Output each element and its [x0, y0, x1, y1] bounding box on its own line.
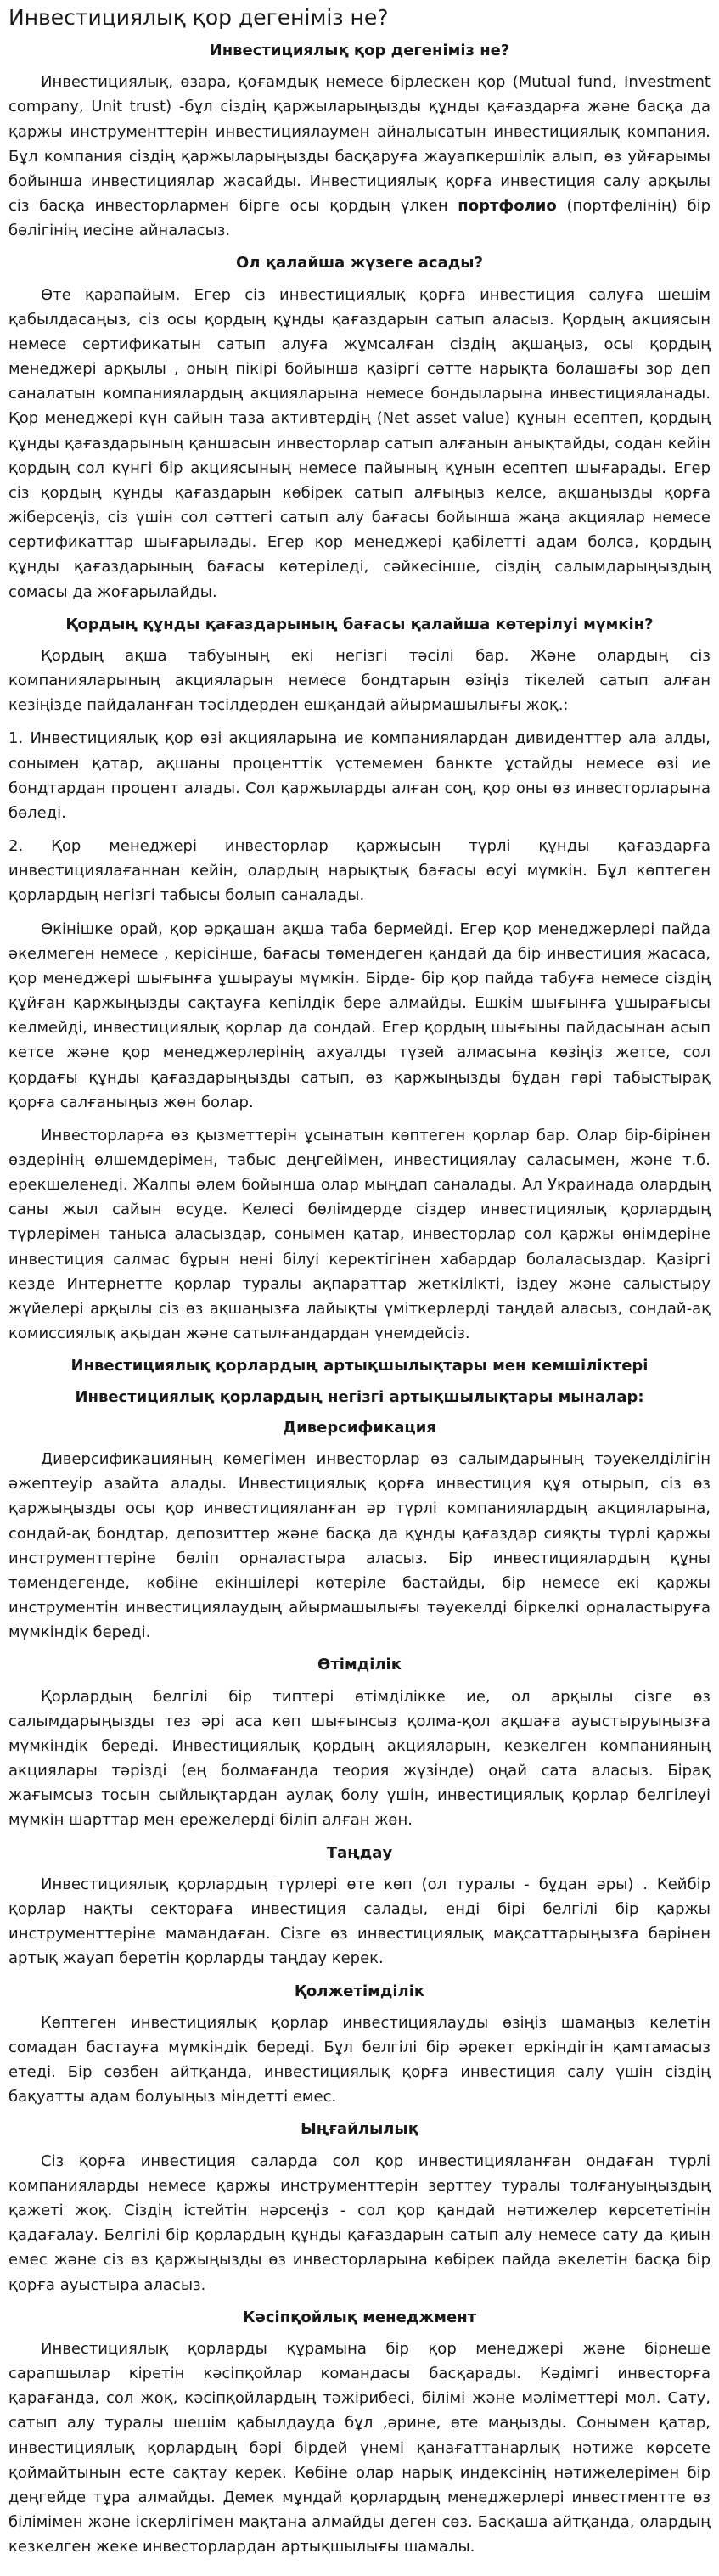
section-convenience — [8, 2119, 711, 2297]
section-choice — [8, 1843, 711, 1971]
paragraph: Инвестициялық, өзара, қоғамдық немесе бірлескен қор (Mutual fund, Investment company, Unit trust) -бұл сіздің қаржыларыңызды құнды қағаздарға және басқа да қаржы инструменттерін инвестициялаумен айналысатын инвестициялық компания. Бұл компания сіздің қаржыларыңызды басқаруға жауапкершілік алып, өз уйғарымы бойынша инвестициялар жасайды. Инвестициялық қорға инвестиция салу арқылы сіз басқа инвесторлармен бірге осы қордың үлкен портфолио (портфелінің) бір бөлігінің иесіне айналасыз. — [8, 73, 711, 240]
bold-term: портфолио — [458, 197, 557, 216]
section-what-is-fund — [8, 41, 711, 243]
section-accessibility — [8, 1982, 711, 2110]
paragraph: Көптеген инвестициялық қорлар инвестициялауды өзіңіз шамаңыз келетін сомадан бастауға мүмкіндік береді. Бұл белгілі бір әрекет еркіндігін қамтамасыз етеді. Бір сөзбен айтқанда, инвестициялық қорға инвестиция салу үшін сіздің бақуатты адам болуыңыз міндетті емес. — [8, 2013, 711, 2106]
paragraph: Қорлардың белгілі бір типтері өтімділікке ие, ол арқылы сізге өз салымдарыңызды тез әрі аса көп шығынсыз қолма-қол ақшаға ауыстыруыңызға мүмкіндік береді. Инвестициялық қордың акцияларын, кезкелген компанияның акциялары тәрізді (ең болмағанда теория жүзінде) оңай сата аласыз. Бірақ жағымсыз тосын сыйлықтардан аулақ болу үшін, инвестициялық қорлар белгілеуі мүмкін шарттар мен ережелерді біліп алған жөн. — [8, 1687, 711, 1830]
section-heading: Қордың құнды қағаздарының бағасы қалайша көтерілуі мүмкін? — [65, 615, 654, 633]
section-heading: Таңдау — [326, 1843, 393, 1862]
section-heading: Инвестициялық қорлардың артықшылықтары мен кемшіліктері — [70, 1357, 649, 1375]
section-price-growth — [8, 615, 711, 1347]
section-main-advantages — [8, 1387, 711, 1408]
section-how-it-works — [8, 253, 711, 604]
paragraph: Инвесторларға өз қызметтерін ұсынатын көптеген қорлар бар. Олар бір-бірінен өздерінің өлшемдерімен, табыс деңгейімен, инвестициялау саласымен, және т.б. ерекшеленеді. Жалпы әлем бойынша олар мыңдап саналады. Ал Украинада олардың саны жыл сайын өсуде. Келесі бөлімдерде сіздер инвестициялық қорлардың түрлерімен таныса аласыздар, сонымен қатар, инвесторлар сол қаржы өнімдеріне инвестиция салмас бұрын нені білуі керектігінен хабардар болаласыздар. Қазіргі кезде Интернетте қорлар туралы ақпараттар жеткілікті, іздеу және салыстыру жүйелері арқылы сіз өз ақшаңызға лайықты үміткерлерді таңдай аласыз, сондай-ақ комиссиялық ақыдан және сатылғандардан үнемдейсіз. — [8, 1126, 711, 1343]
paragraph: Диверсификацияның көмегімен инвесторлар өз салымдарының тәуекелділігін әжептеуір азайта алады. Инвестициялық қорға инвестиция құя отырып, сіз өз қаржыңызды осы қор инвестицияланған әр түрлі компаниялардың акцияларына, сондай-ақ бондтар, депозиттер және басқа да құнды қағаздар сияқты түрлі қаржы инструменттеріне бөліп орналастыра аласыз. Бір инвестициялардың құны төмендегенде, көбіне екіншілері көтеріле бастайды, бір немесе екі қаржы инструментін инвестициялаудың айырмашылығы тәуекелді біркелкі орналастыруға мүмкіндік береді. — [8, 1450, 711, 1642]
section-heading: Қолжетімділік — [294, 1982, 425, 2000]
section-professional-management — [8, 2308, 711, 2560]
section-heading: Кәсіпқойлық менеджмент — [242, 2308, 477, 2326]
section-heading: Ол қалайша жүзеге асады? — [236, 254, 483, 273]
section-heading: Инвестициялық қорлардың негізгі артықшылықтары мыналар: — [75, 1387, 644, 1406]
list-item: 2. Қор менеджері инвесторлар қаржысын түрлі құнды қағаздарға инвестициялағаннан кейін, олардың нарықтық бағасы өсуі мүмкін. Бұл көптеген қорлардың негізгі табысы болып саналады. — [8, 837, 711, 905]
section-heading: Ыңғайлылық — [301, 2120, 418, 2139]
section-heading: Өтімділік — [317, 1656, 402, 1674]
section-heading: Инвестициялық қор дегеніміз не? — [209, 42, 510, 59]
section-diversification — [8, 1418, 711, 1645]
paragraph: Қордың ақша табуының екі негізгі тәсілі бар. Және олардың сіз компанияларының акцияларын немесе бондтарын өзіңіз тікелей сатып алған кезіңізде пайдаланған тәсілдерден ешқандай айырмашылығы жоқ.: — [8, 647, 711, 715]
paragraph: Инвестициялық қорларды құрамына бір қор менеджері және бірнеше сарапшылар кіретін кәсіпқойлар командасы басқарады. Кәдімгі инвесторға қарағанда, сол жоқ, кәсіпқойлардың тәжірибесі, білімі және мәліметтері мол. Сату, сатып алу туралы шешім қабылдауда бұл ,әрине, өте маңызды. Сонымен қатар, инвестициялық қорлардың бәрі бірдей үнемі қанағаттанарлық нәтиже көрсете қоймайтынын есте сақтау керек. Көбіне олар нарық индексінің нәтижелерімен бір деңгейде тұра алмайды. Демек мұндай қорлардың менеджерлері инвестментте өз білімімен және іскерлігімен мақтана алмайды деген сөз. Басқаша айтқанда, олардың кезкелген жеке инвесторлардан артықшылығы шамалы. — [8, 2339, 711, 2556]
section-liquidity — [8, 1655, 711, 1832]
paragraph: Өте қарапайым. Егер сіз инвестициялық қорға инвестиция салуға шешім қабылдасаңыз, сіз осы қордың құнды қағаздарын сатып аласыз. Қордың акциясын немесе сертификатын сатып алуға жұмсалған сіздің ақшаңыз, осы қордың менеджері арқылы , оның пікірі бойынша қазіргі сәтте нарықта болашағы зор деп саналатын компаниялардың акцияларына немесе бондыларына инвестицияланады. Қор менеджері күн сайын таза активтердің (Net asset value) құнын есептеп, қордың құнды қағаздарының қаншасын инвесторлар сатып алғанын анықтайды, содан кейін қордың сол күнгі бір акциясының немесе пайының құнын есептеп шығарады. Егер сіз қордың құнды қағаздарын көбірек сатып алғыңыз келсе, ақшаңызды қорға жіберсеңіз, сіз үшін сол сәттегі сатып алу бағасы бойынша жаңа акциялар немесе сертификаттар шығарылады. Егер қор менеджері қабілетті адам болса, қордың құнды қағаздарының бағасы көтеріледі, сәйкесінше, сіздің салымдарыңыздың сомасы да жоғарылайды. — [8, 285, 711, 601]
section-pros-cons — [8, 1356, 711, 1376]
document-title: Инвестициялық қор дегеніміз не? — [8, 5, 389, 30]
paragraph: Сіз қорға инвестиция саларда сол қор инвестицияланған ондаған түрлі компанияларды немесе қаржы инструменттерін зерттеу туралы толғануыңыздың қажеті жоқ. Сіздің істейтін нәрсеңіз - сол қор қандай нәтижелер көрсететінін қадағалау. Белгілі бір қорлардың құнды қағаздарын сатып алу немесе сату да қиын емес және сіз өз қаржыңызды өз инвесторларына көбірек пайда әкелетін басқа бір қорға ауыстыра аласыз. — [8, 2151, 711, 2294]
paragraph: Өкінішке орай, қор әрқашан ақша таба бермейді. Егер қор менеджерлері пайда әкелмеген немесе , керісінше, бағасы төмендеген қандай да бір инвестиция жасаса, қор менеджері шығынға ұшырауы мүмкін. Бірде- бір қор пайда табуға немесе сіздің құйған қаржыңызды сақтауға кепілдік бере алмайды. Ешкім шығынға ұшырағысы келмейді, инвестициялық қорлар да сондай. Егер қордың шығыны пайдасынан асып кетсе және қор менеджерлерінің ахуалды түзей алмасына көзіңіз жетсе, сол қордағы құнды қағаздарыңызды сатып, өз қаржыңызды бұдан гөрі табыстырақ қорға салғаныңыз жөн болар. — [8, 920, 711, 1111]
paragraph: Инвестициялық қорлардың түрлері өте көп (ол туралы - бұдан әры) . Кейбір қорлар нақты сектораға инвестиция салады, енді бірі белгілі бір қаржы инструменттеріне мамандаған. Сізге өз инвестициялық мақсаттарыңызға бәрінен артық жауап беретін қорларды таңдау керек. — [8, 1875, 711, 1968]
list-item: 1. Инвестициялық қор өзі акцияларына ие компаниялардан дивиденттер ала алды, сонымен қатар, ақшаны проценттік үстемемен банкте ұстайды немесе өзі ие бондтардан процент алады. Сол қаржыларды алған соң, қор оны өз инвесторларына бөледі. — [8, 729, 711, 822]
section-heading: Диверсификация — [283, 1418, 436, 1437]
